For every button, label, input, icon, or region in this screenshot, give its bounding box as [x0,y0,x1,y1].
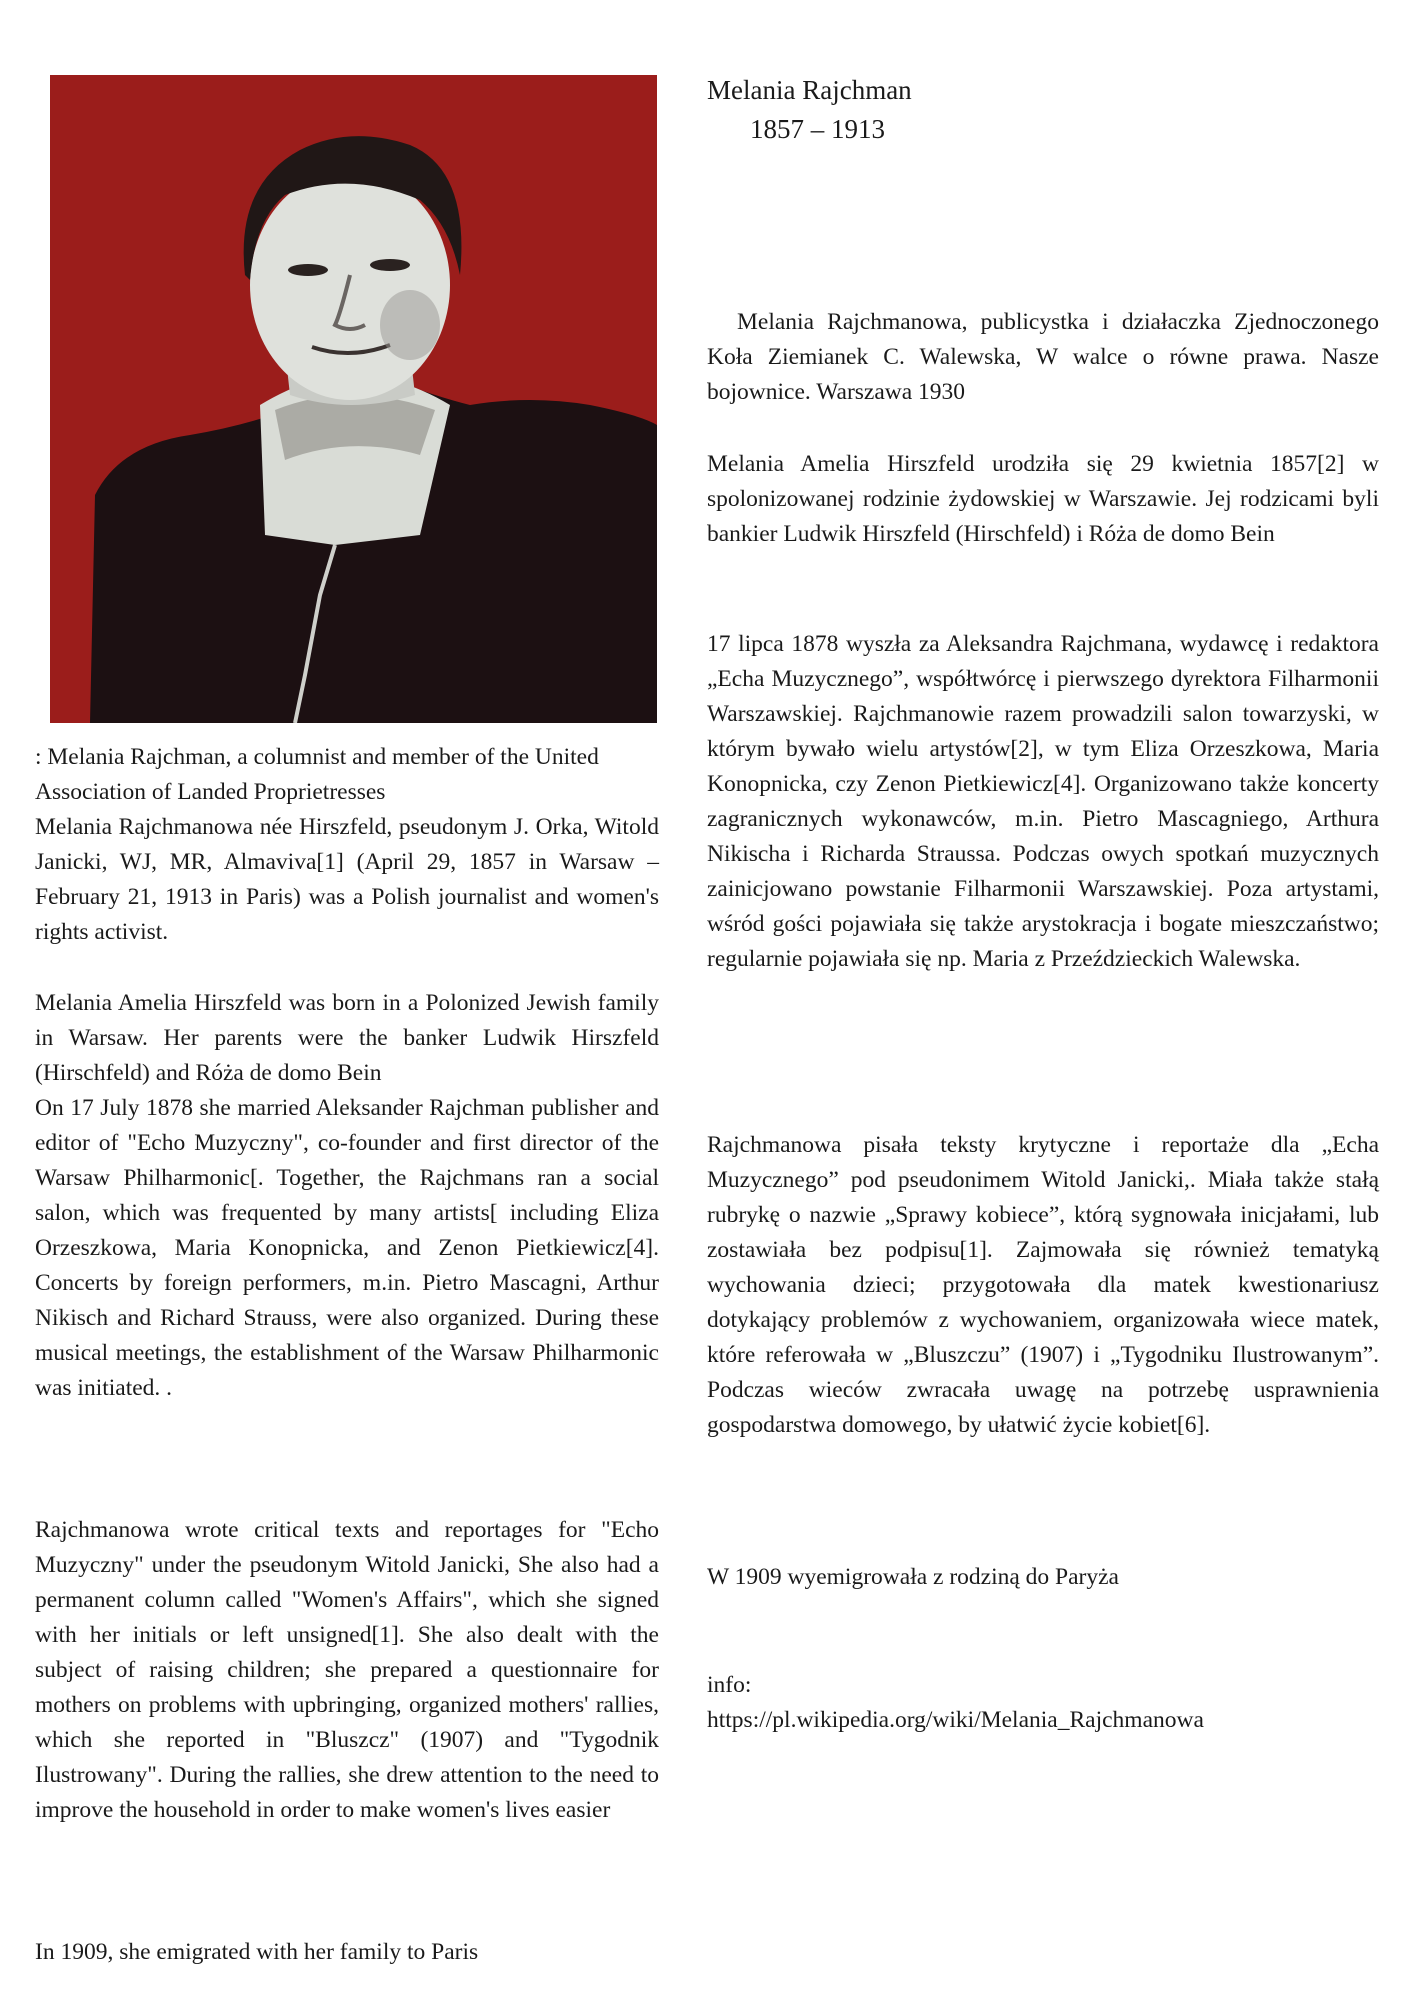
right-writing-block [707,1128,1379,1443]
life-dates: 1857 – 1913 [750,114,885,144]
writing-paragraph-en: Rajchmanowa wrote critical texts and reportages for "Echo Muzyczny" under the pseudonym Witold Janicki, She also had a permanent column called "Women's Affairs", which she signed with her initials or left unsigned[1]. She also dealt with the subject of raising children; she prepared a questionnaire for mothers on problems with upbringing, organized mothers' rallies, which she reported in "Bluszcz" (1907) and "Tygodnik Ilustrowany". During the rallies, she drew attention to the need to improve the household in order to make women's lives easier [35,1517,659,1823]
right-source-note-block [707,305,1379,410]
photo-caption: : Melania Rajchman, a columnist and member of the United Association of Landed Proprietresses [35,744,599,805]
portrait-photo [50,75,657,723]
left-caption-intro [35,740,659,950]
left-emigration-block [35,1935,659,1970]
right-marriage-block [707,627,1379,977]
intro-paragraph-en: Melania Rajchmanowa née Hirszfeld, pseudonym J. Orka, Witold Janicki, WJ, MR, Almaviva[1] (April 29, 1857 in Warsaw – February 21, 1913 in Paris) was a Polish journalist and women's rights activist. [35,814,659,945]
person-name-title: Melania Rajchman [707,75,912,105]
writing-paragraph-pl: Rajchmanowa pisała teksty krytyczne i reportaże dla „Echa Muzycznego” pod pseudonimem Witold Janicki,. Miała także stałą rubrykę o nazwie „Sprawy kobiece”, którą sygnowała inicjałami, lub zostawiała bez podpisu[1]. Zajmowała się również tematyką wychowania dzieci; przygotowała dla matek kwestionariusz dotykający problemów z wychowaniem, organizowała wiece matek, które referowała w „Bluszczu” (1907) i „Tygodniku Ilustrowanym”. Podczas wieców zwracała uwagę na potrzebę usprawnienia gospodarstwa domowego, by ułatwić życie kobiet[6]. [707,1132,1379,1438]
portrait-illustration [50,75,657,723]
emigration-paragraph-pl: W 1909 wyemigrowała z rodziną do Paryża [707,1564,1119,1590]
info-source-block [707,1668,1379,1738]
marriage-paragraph-en: On 17 July 1878 she married Aleksander Rajchman publisher and editor of "Echo Muzyczny", co-founder and first director of the Warsaw Philharmonic[. Together, the Rajchmans ran a social salon, which was frequented by many artists[ including Eliza Orzeszkowa, Maria Konopnicka, and Zenon Pietkiewicz[4]. Concerts by foreign performers, m.in. Pietro Mascagni, Arthur Nikisch and Richard Strauss, were also organized. During these musical meetings, the establishment of the Warsaw Philharmonic was initiated. . [35,1095,659,1401]
right-family-block [707,447,1379,552]
info-url-link[interactable]: https://pl.wikipedia.org/wiki/Melania_Rajchmanowa [707,1707,1204,1733]
family-paragraph-pl: Melania Amelia Hirszfeld urodziła się 29 kwietnia 1857[2] w spolonizowanej rodzinie żydowskiej w Warszawie. Jej rodzicami byli bankier Ludwik Hirszfeld (Hirschfeld) i Róża de domo Bein [707,451,1379,547]
source-note-pl: Melania Rajchmanowa, publicystka i działaczka Zjednoczonego Koła Ziemianek C. Walewska, W walce o równe prawa. Nasze bojownice. Warszawa 1930 [707,309,1379,405]
emigration-paragraph-en: In 1909, she emigrated with her family to Paris [35,1939,479,1965]
right-emigration-block [707,1560,1379,1595]
family-paragraph-en: Melania Amelia Hirszfeld was born in a Polonized Jewish family in Warsaw. Her parents were the banker Ludwik Hirszfeld (Hirschfeld) and Róża de domo Bein [35,990,659,1086]
left-writing-block [35,1513,659,1828]
left-biography-block [35,986,659,1406]
info-label: info: [707,1672,752,1698]
marriage-paragraph-pl: 17 lipca 1878 wyszła za Aleksandra Rajchmana, wydawcę i redaktora „Echa Muzycznego”, współtwórcę i pierwszego dyrektora Filharmonii Warszawskiej. Rajchmanowie razem prowadzili salon towarzyski, w którym bywało wielu artystów[2], w tym Eliza Orzeszkowa, Maria Konopnicka, czy Zenon Pietkiewicz[4]. Organizowano także koncerty zagranicznych wykonawców, m.in. Pietro Mascagniego, Arthura Nikischa i Richarda Straussa. Podczas owych spotkań muzycznych zainicjowano powstanie Filharmonii Warszawskiej. Poza artystami, wśród gości pojawiała się także arystokracja i bogate mieszczaństwo; regularnie pojawiała się np. Maria z Przeździeckich Walewska. [707,631,1379,972]
